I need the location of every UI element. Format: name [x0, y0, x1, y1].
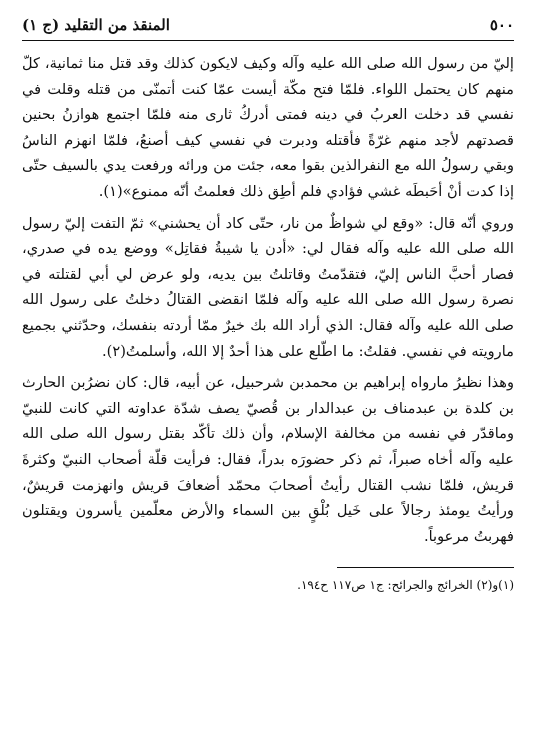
- page-number: ٥٠٠: [489, 16, 514, 34]
- page-header: [22, 16, 514, 38]
- footnote-rule: [337, 567, 514, 568]
- paragraph-2: وروي أنّه قال: «وقع لي شواظٌ من نار، حتّى كاد أن يحشني» ثمّ التفت إليّ رسول الله صلى الله عليه وآله فقال لي: «أدن يا شيبةُ فقاتِل» ووضع يده في صدري، فصار أحبَّ الناس إليّ، فتقدّمتُ وقاتلتُ بين يديه، ولو عرض لي أبي لقتلته في نصرة رسول الله صلى الله عليه وآله فلمّا انقضى القتالُ دخلتُ على رسول الله صلى الله عليه وآله فقال: الذي أراد الله بك خيرٌ ممّا أردته بنفسك، وحدّثني بجميع مارويته في نفسي. فقلتُ: ما اطّلع على هذا أحدٌ إلا الله، وأسلمتُ(٢).: [22, 214, 514, 360]
- footnote: (١)و(٢) الخرائج والجرائح: ج١ ص١١٧ ح١٩٤.: [297, 578, 514, 593]
- header-rule: [22, 40, 514, 41]
- running-title: المنقذ من التقليد (ج ١): [22, 16, 170, 34]
- paragraph-1: إليّ من رسول الله صلى الله عليه وآله وكيف لايكون كذلك وقد قتل منا ثمانية، كلّ منهم كان يحتمل اللواء. فلمّا فتح مكّة أيست عمّا كنت أتمنّى من قتله وقلت في نفسي قد دخلت العربُ في دينه فمتى أدركُ ثارى منه فلمّا اجتمع هوازنُ بحنين قصدتهم لأجد منهم غرّةً فأقتله ودبرت في نفسي كيف أصنعُ، فلمّا انهزم الناسُ وبقي رسولُ الله مع النفرالذين بقوا معه، جئت من ورائه ورفعت يدي بالسيف حتّى إذا كدت أنْ أحَبطَه غشي فؤادي فلم أطِق ذلك فعلمتُ أنّه ممنوع»(١).: [22, 55, 514, 200]
- page-body: [22, 51, 514, 549]
- paragraph-3: وهذا نظيرُ مارواه إبراهيم بن محمدبن شرحبيل، عن أبيه، قال: كان نضرُبن الحارث بن كلدة بن عبدمناف بن عبدالدار بن قُصيّ يصف شدّة عداوته التي كانت للنبيّ وماقدّر في نفسه من مخالفة الإسلام، وأن ذلك تأكّد بقتل رسول الله صلى الله عليه وآله أخاه صبراً، ثم ذكر حضورَه بدراً، فقال: فرأيت قلّة أصحاب النبيّ وكثرةَ قريش، فلمّا نشب القتال رأيتُ أصحابَ محمّد أضعافَ قريش وانهزمت قريشٌ، ورأيتُ يومئذ رجالاً على خَيل بُلْقٍ بين السماء والأرض معلّمين يأسرون ويقتلون فهربتُ مرعوباً.: [22, 374, 514, 545]
